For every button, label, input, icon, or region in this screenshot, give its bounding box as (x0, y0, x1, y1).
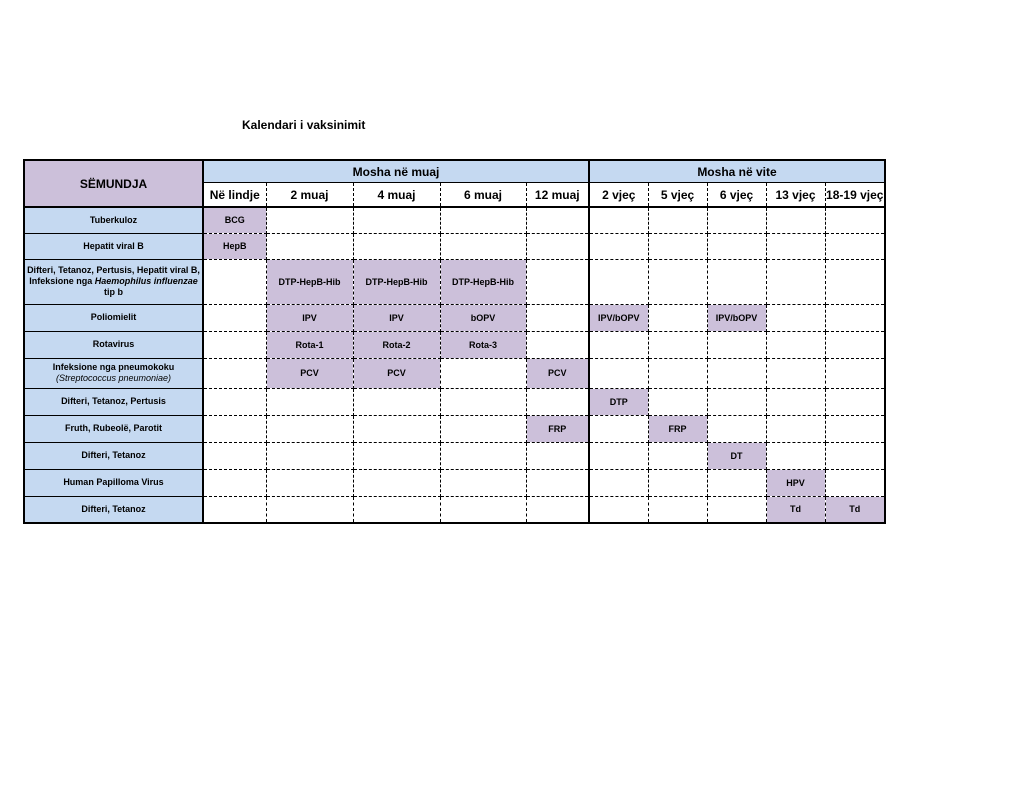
empty-cell (707, 331, 766, 358)
table-row (24, 388, 885, 415)
age-header: 6 muaj (440, 183, 526, 208)
empty-cell (589, 469, 648, 496)
empty-cell (589, 207, 648, 233)
disease-name-latin: (Streptococcus pneumoniae) (55, 373, 172, 383)
empty-cell (440, 388, 526, 415)
empty-cell (526, 259, 589, 304)
empty-cell (266, 388, 353, 415)
empty-cell (440, 358, 526, 388)
empty-cell (707, 233, 766, 259)
disease-name-italic: Haemophilus influenzae (94, 276, 198, 286)
empty-cell (707, 469, 766, 496)
empty-cell (353, 415, 440, 442)
vaccine-cell: HepB (203, 233, 266, 259)
disease-name: Difteri, Tetanoz, Pertusis (24, 388, 203, 415)
empty-cell (766, 304, 825, 331)
empty-cell (648, 496, 707, 523)
empty-cell (526, 469, 589, 496)
page-title: Kalendari i vaksinimit (242, 118, 366, 132)
years-group-header: Mosha në vite (589, 160, 885, 183)
empty-cell (266, 469, 353, 496)
disease-name (24, 259, 203, 304)
table-row (24, 469, 885, 496)
empty-cell (825, 207, 885, 233)
empty-cell (825, 259, 885, 304)
age-header: 18-19 vjeç (825, 183, 885, 208)
empty-cell (203, 259, 266, 304)
empty-cell (440, 207, 526, 233)
disease-name: Difteri, Tetanoz (24, 442, 203, 469)
disease-name: Tuberkuloz (24, 207, 203, 233)
empty-cell (766, 331, 825, 358)
table-row (24, 259, 885, 304)
empty-cell (825, 469, 885, 496)
vaccine-cell: BCG (203, 207, 266, 233)
vaccine-cell: bOPV (440, 304, 526, 331)
vaccine-cell: IPV/bOPV (589, 304, 648, 331)
vaccine-cell: Rota-2 (353, 331, 440, 358)
vaccine-cell: FRP (526, 415, 589, 442)
empty-cell (825, 415, 885, 442)
empty-cell (707, 388, 766, 415)
empty-cell (353, 207, 440, 233)
empty-cell (825, 358, 885, 388)
empty-cell (648, 358, 707, 388)
empty-cell (648, 331, 707, 358)
empty-cell (526, 331, 589, 358)
empty-cell (589, 442, 648, 469)
empty-cell (353, 388, 440, 415)
table-row (24, 207, 885, 233)
empty-cell (526, 496, 589, 523)
empty-cell (648, 233, 707, 259)
empty-cell (526, 233, 589, 259)
vaccine-cell: FRP (648, 415, 707, 442)
vaccine-cell: DTP-HepB-Hib (353, 259, 440, 304)
vaccine-cell: HPV (766, 469, 825, 496)
disease-name: Rotavirus (24, 331, 203, 358)
empty-cell (589, 331, 648, 358)
empty-cell (353, 442, 440, 469)
age-header: 4 muaj (353, 183, 440, 208)
age-header: 13 vjeç (766, 183, 825, 208)
empty-cell (825, 331, 885, 358)
disease-name-part: Infeksione nga pneumokoku (52, 362, 175, 372)
disease-name: Difteri, Tetanoz (24, 496, 203, 523)
empty-cell (203, 496, 266, 523)
vaccine-cell: Td (825, 496, 885, 523)
header-row-groups (24, 160, 885, 183)
empty-cell (825, 304, 885, 331)
vaccine-cell: Td (766, 496, 825, 523)
empty-cell (203, 331, 266, 358)
disease-name: Poliomielit (24, 304, 203, 331)
empty-cell (589, 358, 648, 388)
empty-cell (203, 304, 266, 331)
disease-name-part: tip b (104, 287, 123, 297)
disease-name: Fruth, Rubeolë, Parotit (24, 415, 203, 442)
empty-cell (707, 496, 766, 523)
vaccine-cell: IPV (353, 304, 440, 331)
empty-cell (589, 415, 648, 442)
empty-cell (203, 442, 266, 469)
vaccine-cell: PCV (266, 358, 353, 388)
age-header: 12 muaj (526, 183, 589, 208)
empty-cell (353, 496, 440, 523)
table-row (24, 233, 885, 259)
empty-cell (766, 259, 825, 304)
vaccine-cell: DTP-HepB-Hib (440, 259, 526, 304)
empty-cell (266, 415, 353, 442)
empty-cell (203, 415, 266, 442)
empty-cell (707, 358, 766, 388)
months-group-header: Mosha në muaj (203, 160, 589, 183)
disease-name: Human Papilloma Virus (24, 469, 203, 496)
table-row (24, 442, 885, 469)
vaccine-cell: DT (707, 442, 766, 469)
empty-cell (648, 388, 707, 415)
vaccine-cell: PCV (526, 358, 589, 388)
table-row (24, 304, 885, 331)
age-header: 6 vjeç (707, 183, 766, 208)
empty-cell (648, 304, 707, 331)
empty-cell (648, 259, 707, 304)
empty-cell (203, 469, 266, 496)
empty-cell (825, 442, 885, 469)
vaccine-cell: IPV/bOPV (707, 304, 766, 331)
table-row (24, 331, 885, 358)
empty-cell (526, 304, 589, 331)
vaccine-cell: DTP-HepB-Hib (266, 259, 353, 304)
schedule-body (24, 207, 885, 523)
empty-cell (707, 415, 766, 442)
table-row (24, 496, 885, 523)
age-header: 2 muaj (266, 183, 353, 208)
empty-cell (203, 358, 266, 388)
empty-cell (266, 233, 353, 259)
empty-cell (825, 233, 885, 259)
vaccine-cell: IPV (266, 304, 353, 331)
disease-column-header: SËMUNDJA (24, 160, 203, 207)
empty-cell (440, 469, 526, 496)
empty-cell (526, 388, 589, 415)
empty-cell (707, 207, 766, 233)
vaccine-cell: DTP (589, 388, 648, 415)
empty-cell (203, 388, 266, 415)
empty-cell (589, 259, 648, 304)
empty-cell (766, 233, 825, 259)
disease-name-part: Difteri, Tetanoz, Pertusis, Hepatit viral B, Infeksione nga (27, 265, 200, 286)
empty-cell (440, 496, 526, 523)
empty-cell (648, 469, 707, 496)
empty-cell (707, 259, 766, 304)
empty-cell (440, 415, 526, 442)
vaccination-schedule-table (23, 159, 886, 524)
disease-name: Hepatit viral B (24, 233, 203, 259)
empty-cell (766, 442, 825, 469)
age-header: Në lindje (203, 183, 266, 208)
age-header: 5 vjeç (648, 183, 707, 208)
table-row (24, 358, 885, 388)
table-row (24, 415, 885, 442)
empty-cell (648, 442, 707, 469)
empty-cell (266, 442, 353, 469)
empty-cell (266, 496, 353, 523)
empty-cell (766, 207, 825, 233)
empty-cell (440, 233, 526, 259)
vaccine-cell: Rota-1 (266, 331, 353, 358)
empty-cell (353, 233, 440, 259)
vaccine-cell: PCV (353, 358, 440, 388)
empty-cell (766, 415, 825, 442)
empty-cell (589, 233, 648, 259)
disease-name (24, 358, 203, 388)
empty-cell (766, 358, 825, 388)
empty-cell (766, 388, 825, 415)
empty-cell (440, 442, 526, 469)
empty-cell (526, 442, 589, 469)
empty-cell (353, 469, 440, 496)
empty-cell (526, 207, 589, 233)
empty-cell (825, 388, 885, 415)
vaccine-cell: Rota-3 (440, 331, 526, 358)
empty-cell (648, 207, 707, 233)
empty-cell (266, 207, 353, 233)
age-header: 2 vjeç (589, 183, 648, 208)
empty-cell (589, 496, 648, 523)
